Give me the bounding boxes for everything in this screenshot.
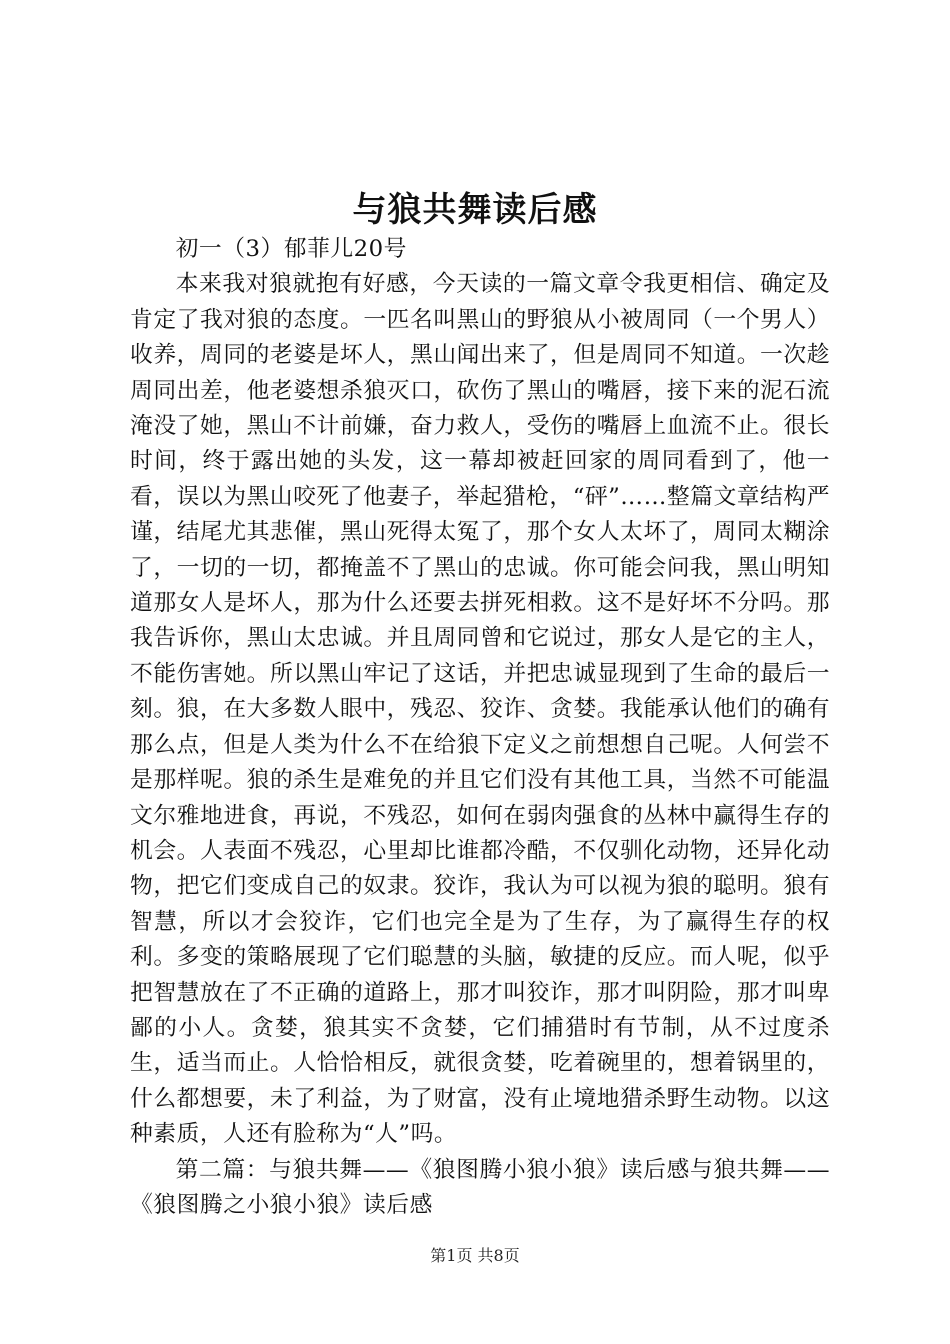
body-paragraph: 第二篇：与狼共舞——《狼图腾小狼小狼》读后感与狼共舞——《狼图腾之小狼小狼》读后感 — [130, 1156, 830, 1218]
document-body — [130, 232, 830, 1223]
author-line: 初一（3）郁菲儿20号 — [175, 236, 407, 262]
document-title: 与狼共舞读后感 — [352, 190, 598, 230]
body-paragraph: 本来我对狼就抱有好感，今天读的一篇文章令我更相信、确定及肯定了我对狼的态度。一匹名叫黑山的野狼从小被周同（一个男人）收养，周同的老婆是坏人，黑山闻出来了，但是周同不知道。一次趁周同出差，他老婆想杀狼灭口，砍伤了黑山的嘴唇，接下来的泥石流淹没了她，黑山不计前嫌，奋力救人，受伤的嘴唇上血流不止。很长时间，终于露出她的头发，这一幕却被赶回家的周同看到了，他一看，误以为黑山咬死了他妻子，举起猎枪，“砰”……整篇文章结构严谨，结尾尤其悲催，黑山死得太冤了，那个女人太坏了，周同太糊涂了，一切的一切，都掩盖不了黑山的忠诚。你可能会问我，黑山明知道那女人是坏人，那为什么还要去拼死相救。这不是好坏不分吗。那我告诉你，黑山太忠诚。并且周同曾和它说过，那女人是它的主人，不能伤害她。所以黑山牢记了这话，并把忠诚显现到了生命的最后一刻。狼，在大多数人眼中，残忍、狡诈、贪婪。我能承认他们的确有那么点，但是人类为什么不在给狼下定义之前想想自己呢。人何尝不是那样呢。狼的杀生是难免的并且它们没有其他工具，当然不可能温文尔雅地进食，再说，不残忍，如何在弱肉强食的丛林中赢得生存的机会。人表面不残忍，心里却比谁都冷酷，不仅驯化动物，还异化动物，把它们变成自己的奴隶。狡诈，我认为可以视为狼的聪明。狼有智慧，所以才会狡诈，它们也完全是为了生存，为了赢得生存的权利。多变的策略展现了它们聪慧的头脑，敏捷的反应。而人呢，似乎把智慧放在了不正确的道路上，那才叫狡诈，那才叫阴险，那才叫卑鄙的小人。贪婪，狼其实不贪婪，它们捕猎时有节制，从不过度杀生，适当而止。人恰恰相反，就很贪婪，吃着碗里的，想着锅里的，什么都想要，未了利益，为了财富，没有止境地猎杀野生动物。以这种素质，人还有脸称为“人”吗。 — [130, 271, 830, 1148]
page-footer: 第1页 共8页 — [430, 1246, 520, 1265]
